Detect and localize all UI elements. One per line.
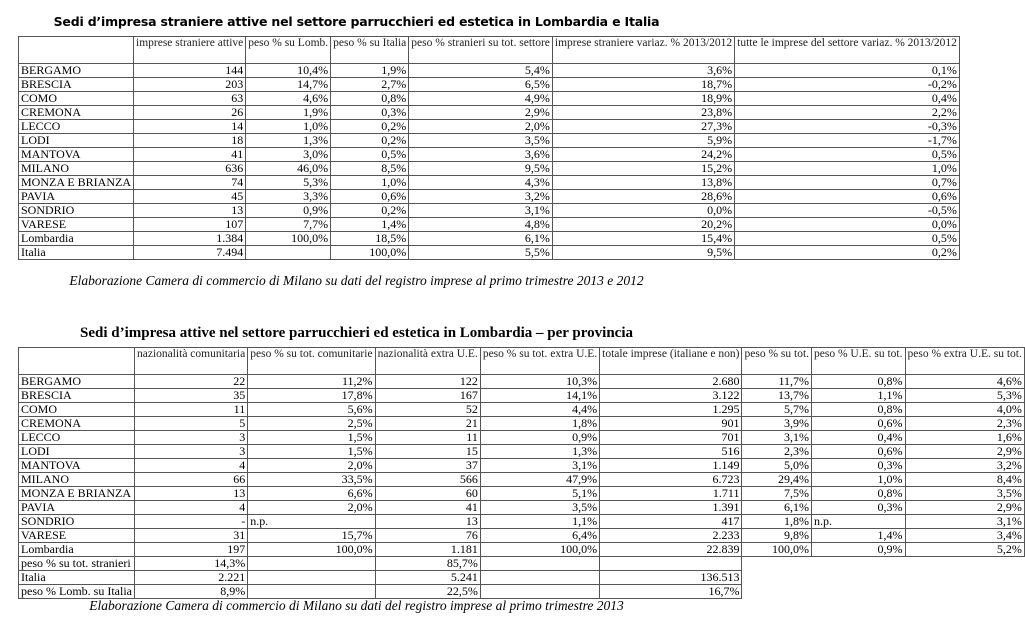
table-cell: 74 [134, 176, 246, 190]
table2-column-header: peso % su tot. [742, 348, 812, 375]
table2-row [19, 375, 1025, 389]
table-cell: 5,3% [246, 176, 331, 190]
table-cell: 15 [375, 445, 480, 459]
table-cell: - [134, 515, 247, 529]
row-label: COMO [19, 403, 135, 417]
table-cell: 2,0% [248, 501, 375, 515]
table-cell: 167 [375, 389, 480, 403]
table2-row [19, 417, 1025, 431]
table1-row [19, 148, 960, 162]
table1-row [19, 78, 960, 92]
table2-row [19, 487, 1025, 501]
table-cell: 3,1% [905, 515, 1024, 529]
table-cell: 1,6% [905, 431, 1024, 445]
table-cell: 22,5% [375, 585, 480, 599]
table-cell: 18 [134, 134, 246, 148]
table1-row [19, 106, 960, 120]
table-cell: 6,4% [480, 529, 599, 543]
empty-cell [905, 585, 1024, 599]
table-cell: 1.711 [600, 487, 742, 501]
table-cell: 0,9% [480, 431, 599, 445]
table-cell: 3,6% [409, 148, 553, 162]
row-label: PAVIA [19, 501, 135, 515]
row-label: peso % su tot. stranieri [19, 557, 135, 571]
table1-row [19, 64, 960, 78]
table-cell: 1,1% [480, 515, 599, 529]
table-cell [480, 571, 599, 585]
table-cell [480, 585, 599, 599]
table-cell: 2,9% [905, 501, 1024, 515]
table1-row [19, 204, 960, 218]
table-cell: 1,8% [742, 515, 812, 529]
table-cell: 2,9% [409, 106, 553, 120]
table-cell [248, 571, 375, 585]
table-cell: 13,8% [552, 176, 734, 190]
table1-column-header: imprese straniere variaz. % 2013/2012 [552, 37, 734, 64]
table2-row [19, 529, 1025, 543]
table-cell: 15,4% [552, 232, 734, 246]
table-cell: 203 [134, 78, 246, 92]
table-cell: 4,0% [905, 403, 1024, 417]
table-cell: 3,4% [905, 529, 1024, 543]
table-cell: 5,9% [552, 134, 734, 148]
table-cell: 4,6% [905, 375, 1024, 389]
empty-cell [812, 571, 905, 585]
table-cell: 516 [600, 445, 742, 459]
table-cell: 1,4% [812, 529, 905, 543]
table-cell: 0,1% [735, 64, 960, 78]
table-cell: 3,1% [742, 431, 812, 445]
table-cell: 0,8% [812, 403, 905, 417]
table-cell: 24,2% [552, 148, 734, 162]
table-cell: 0,6% [812, 445, 905, 459]
table-cell [248, 585, 375, 599]
row-label: Italia [19, 571, 135, 585]
table-cell: 107 [134, 218, 246, 232]
table-cell: 417 [600, 515, 742, 529]
table-cell [480, 557, 599, 571]
table-cell: 4,9% [409, 92, 553, 106]
table-cell: 2,7% [331, 78, 409, 92]
table-cell: 13 [134, 487, 247, 501]
table-cell: 2,3% [905, 417, 1024, 431]
table-cell: 3,5% [409, 134, 553, 148]
table-cell: 1,8% [480, 417, 599, 431]
table-cell: 11 [375, 431, 480, 445]
table-cell: 6,5% [409, 78, 553, 92]
table-cell: 2.233 [600, 529, 742, 543]
empty-cell [742, 585, 812, 599]
row-label: peso % Lomb. su Italia [19, 585, 135, 599]
table-cell: 0,8% [812, 375, 905, 389]
row-label: Italia [19, 246, 134, 260]
table-cell: 16,7% [600, 585, 742, 599]
table-cell: 636 [134, 162, 246, 176]
table-cell: 0,6% [735, 190, 960, 204]
table-cell: 0,0% [735, 218, 960, 232]
row-label: SONDRIO [19, 204, 134, 218]
table-cell: 29,4% [742, 473, 812, 487]
table-cell: 10,3% [480, 375, 599, 389]
table-cell: 5,7% [742, 403, 812, 417]
table2-footer-row [19, 571, 1025, 585]
table-cell: 9,8% [742, 529, 812, 543]
table1-column-header: peso % stranieri su tot. settore [409, 37, 553, 64]
table-cell: 13,7% [742, 389, 812, 403]
table-cell: 0,5% [331, 148, 409, 162]
table1-row [19, 190, 960, 204]
table-cell: 0,6% [812, 417, 905, 431]
table-cell: 13 [134, 204, 246, 218]
table-foreign-businesses [18, 36, 960, 260]
table-cell: 0,9% [812, 543, 905, 557]
table-cell: 20,2% [552, 218, 734, 232]
table-cell: 5,4% [409, 64, 553, 78]
table-cell: 31 [134, 529, 247, 543]
table-cell: 0,8% [812, 487, 905, 501]
table-cell: 8,5% [331, 162, 409, 176]
table-cell: 3,3% [246, 190, 331, 204]
table-cell: 5.241 [375, 571, 480, 585]
table-cell: 26 [134, 106, 246, 120]
table-cell: 4,8% [409, 218, 553, 232]
table-cell: 3,2% [409, 190, 553, 204]
table-cell: 0,3% [812, 459, 905, 473]
row-label: BRESCIA [19, 389, 135, 403]
table-cell: 1,0% [331, 176, 409, 190]
table-cell: 1.295 [600, 403, 742, 417]
table-cell: 60 [375, 487, 480, 501]
table-cell: 2,9% [905, 445, 1024, 459]
table-cell: 197 [134, 543, 247, 557]
table1-row [19, 92, 960, 106]
table-cell: 3,9% [742, 417, 812, 431]
table-cell: 15,7% [248, 529, 375, 543]
table-cell: 11,7% [742, 375, 812, 389]
table-cell: 76 [375, 529, 480, 543]
table-cell: 5,5% [409, 246, 553, 260]
table-cell: -0,2% [735, 78, 960, 92]
table-cell: 5 [134, 417, 247, 431]
table2-column-header: peso % extra U.E. su tot. [905, 348, 1024, 375]
table1-source-note: Elaborazione Camera di commercio di Milano su dati del registro imprese al primo trimestre 2013 e 2012 [69, 273, 644, 288]
table-cell: 1,5% [248, 431, 375, 445]
table2-column-header: nazionalità extra U.E. [375, 348, 480, 375]
table2-column-header [19, 348, 135, 375]
row-label: LODI [19, 134, 134, 148]
empty-cell [812, 557, 905, 571]
table-cell: 6.723 [600, 473, 742, 487]
table-cell: 85,7% [375, 557, 480, 571]
empty-cell [742, 571, 812, 585]
table-cell: 14 [134, 120, 246, 134]
table-cell: 3 [134, 431, 247, 445]
table1-row [19, 176, 960, 190]
table-cell: 1,9% [246, 106, 331, 120]
table2-footer-row [19, 557, 1025, 571]
table-cell: 13 [375, 515, 480, 529]
table-cell: 9,5% [409, 162, 553, 176]
table-cell: 18,5% [331, 232, 409, 246]
table1-column-header: tutte le imprese del settore variaz. % 2013/2012 [735, 37, 960, 64]
table2-column-header: peso % su tot. comunitarie [248, 348, 375, 375]
table-cell: 5,1% [480, 487, 599, 501]
table1-header-row [19, 37, 960, 64]
table-cell: 1,0% [812, 473, 905, 487]
table-cell: 52 [375, 403, 480, 417]
table-cell: 144 [134, 64, 246, 78]
table-cell: 0,2% [735, 246, 960, 260]
table-cell: 1,4% [331, 218, 409, 232]
table-cell: 14,3% [134, 557, 247, 571]
table-cell: 2,0% [409, 120, 553, 134]
table-cell: 901 [600, 417, 742, 431]
table2-row [19, 501, 1025, 515]
table-cell: 46,0% [246, 162, 331, 176]
table-cell: 3,5% [480, 501, 599, 515]
table-cell: 7,5% [742, 487, 812, 501]
table2-header-row [19, 348, 1025, 375]
table-cell: 10,4% [246, 64, 331, 78]
row-label: MILANO [19, 473, 135, 487]
row-label: VARESE [19, 529, 135, 543]
table-cell: 1.384 [134, 232, 246, 246]
table-cell: 0,7% [735, 176, 960, 190]
row-label: COMO [19, 92, 134, 106]
table-cell: 3,0% [246, 148, 331, 162]
row-label: BERGAMO [19, 64, 134, 78]
table2-source-note: Elaborazione Camera di commercio di Milano su dati del registro imprese al primo trimestre 2013 [89, 598, 624, 613]
table1-row [19, 232, 960, 246]
table-cell: 21 [375, 417, 480, 431]
table-cell: 3,5% [905, 487, 1024, 501]
table-cell: 63 [134, 92, 246, 106]
table1-row [19, 120, 960, 134]
table-cell: 8,9% [134, 585, 247, 599]
table-cell: 100,0% [248, 543, 375, 557]
row-label: BERGAMO [19, 375, 135, 389]
table-cell: 17,8% [248, 389, 375, 403]
table-cell: 2.680 [600, 375, 742, 389]
table-cell: 8,4% [905, 473, 1024, 487]
table-cell: -1,7% [735, 134, 960, 148]
table-cell: 100,0% [331, 246, 409, 260]
table-cell: 5,2% [905, 543, 1024, 557]
table-cell: 136.513 [600, 571, 742, 585]
empty-cell [905, 571, 1024, 585]
table-cell: 2,3% [742, 445, 812, 459]
table1-row [19, 162, 960, 176]
empty-cell [742, 557, 812, 571]
table-cell: 122 [375, 375, 480, 389]
table-cell: 45 [134, 190, 246, 204]
table-cell: 1,9% [331, 64, 409, 78]
table-cell: 5,0% [742, 459, 812, 473]
table-cell: 0,4% [812, 431, 905, 445]
table-cell: 28,6% [552, 190, 734, 204]
table-cell: n.p. [248, 515, 375, 529]
row-label: MILANO [19, 162, 134, 176]
table-cell: 15,2% [552, 162, 734, 176]
table-cell: 0,5% [735, 148, 960, 162]
table-cell: 4,4% [480, 403, 599, 417]
table-cell: 14,7% [246, 78, 331, 92]
table-cell: 0,3% [812, 501, 905, 515]
table2-title: Sedi d’impresa attive nel settore parrucchieri ed estetica in Lombardia – per provincia [80, 325, 633, 341]
table-cell: 1.181 [375, 543, 480, 557]
table-cell: 2,5% [248, 417, 375, 431]
table-cell: 1,0% [735, 162, 960, 176]
table-cell: 27,3% [552, 120, 734, 134]
table-cell: 2,2% [735, 106, 960, 120]
table-cell: 18,9% [552, 92, 734, 106]
table-cell: 4 [134, 459, 247, 473]
table-cell: 0,3% [331, 106, 409, 120]
table-cell: 1,3% [246, 134, 331, 148]
table-cell: 11,2% [248, 375, 375, 389]
table-cell: 5,3% [905, 389, 1024, 403]
table-cell: 3.122 [600, 389, 742, 403]
row-label: CREMONA [19, 417, 135, 431]
table1-row [19, 134, 960, 148]
row-label: MANTOVA [19, 148, 134, 162]
row-label: Lombardia [19, 543, 135, 557]
row-label: SONDRIO [19, 515, 135, 529]
row-label: PAVIA [19, 190, 134, 204]
table2-column-header: totale imprese (italiane e non) [600, 348, 742, 375]
table-cell: 22 [134, 375, 247, 389]
table-cell [248, 557, 375, 571]
table-cell: 3,1% [409, 204, 553, 218]
table1-row [19, 246, 960, 260]
table2-row [19, 403, 1025, 417]
table-cell: 2.221 [134, 571, 247, 585]
row-label: MONZA E BRIANZA [19, 176, 134, 190]
row-label: LECCO [19, 431, 135, 445]
table-cell: 1.391 [600, 501, 742, 515]
table-cell: 33,5% [248, 473, 375, 487]
table-cell: n.p. [812, 515, 905, 529]
table-cell: 1,1% [812, 389, 905, 403]
table-cell: 0,2% [331, 120, 409, 134]
row-label: BRESCIA [19, 78, 134, 92]
table1-title: Sedi d’impresa straniere attive nel settore parrucchieri ed estetica in Lombardia e Italia [53, 14, 660, 29]
table1-column-header: peso % su Italia [331, 37, 409, 64]
table-cell: 0,8% [331, 92, 409, 106]
table-cell [600, 557, 742, 571]
table-cell: 6,6% [248, 487, 375, 501]
row-label: LODI [19, 445, 135, 459]
table-cell: -0,3% [735, 120, 960, 134]
empty-cell [905, 557, 1024, 571]
table-cell: 0,2% [331, 204, 409, 218]
table-cell: 6,1% [742, 501, 812, 515]
table-cell: 35 [134, 389, 247, 403]
table-cell: 1,5% [248, 445, 375, 459]
table-cell: 5,6% [248, 403, 375, 417]
table-cell: 66 [134, 473, 247, 487]
table-cell: 566 [375, 473, 480, 487]
table-cell: 0,4% [735, 92, 960, 106]
table-cell: 3,2% [905, 459, 1024, 473]
table-cell [246, 246, 331, 260]
row-label: MANTOVA [19, 459, 135, 473]
row-label: CREMONA [19, 106, 134, 120]
table-cell: 11 [134, 403, 247, 417]
table-cell: 3 [134, 445, 247, 459]
table-cell: 701 [600, 431, 742, 445]
table-cell: 0,9% [246, 204, 331, 218]
table-cell: 41 [375, 501, 480, 515]
row-label: LECCO [19, 120, 134, 134]
table2-column-header: peso % su tot. extra U.E. [480, 348, 599, 375]
table-cell: 1,0% [246, 120, 331, 134]
table-cell: 100,0% [742, 543, 812, 557]
table2-row [19, 459, 1025, 473]
table-cell: 100,0% [246, 232, 331, 246]
table-cell: 7.494 [134, 246, 246, 260]
table-cell: 0,0% [552, 204, 734, 218]
table-cell: 37 [375, 459, 480, 473]
table2-column-header: nazionalità comunitaria [134, 348, 247, 375]
table1-column-header: peso % su Lomb. [246, 37, 331, 64]
table-cell: 1.149 [600, 459, 742, 473]
table2-footer-row [19, 585, 1025, 599]
table1-row [19, 218, 960, 232]
row-label: MONZA E BRIANZA [19, 487, 135, 501]
table-cell: 23,8% [552, 106, 734, 120]
table-cell: 1,3% [480, 445, 599, 459]
table1-column-header: imprese straniere attive [134, 37, 246, 64]
table-cell: 100,0% [480, 543, 599, 557]
table1-column-header [19, 37, 134, 64]
table2-row [19, 473, 1025, 487]
table-cell: -0,5% [735, 204, 960, 218]
table-cell: 0,5% [735, 232, 960, 246]
table-cell: 4 [134, 501, 247, 515]
empty-cell [812, 585, 905, 599]
table2-row [19, 543, 1025, 557]
table-cell: 6,1% [409, 232, 553, 246]
table-cell: 47,9% [480, 473, 599, 487]
table2-row [19, 389, 1025, 403]
table2-row [19, 515, 1025, 529]
row-label: VARESE [19, 218, 134, 232]
table-cell: 22.839 [600, 543, 742, 557]
table-cell: 3,6% [552, 64, 734, 78]
table-cell: 4,6% [246, 92, 331, 106]
table2-column-header: peso % U.E. su tot. [812, 348, 905, 375]
table-cell: 18,7% [552, 78, 734, 92]
table-cell: 0,2% [331, 134, 409, 148]
table2-row [19, 431, 1025, 445]
table-cell: 4,3% [409, 176, 553, 190]
table-cell: 14,1% [480, 389, 599, 403]
table-cell: 9,5% [552, 246, 734, 260]
table-cell: 7,7% [246, 218, 331, 232]
table-cell: 41 [134, 148, 246, 162]
table2-row [19, 445, 1025, 459]
table-cell: 2,0% [248, 459, 375, 473]
table-cell: 0,6% [331, 190, 409, 204]
table-cell: 3,1% [480, 459, 599, 473]
table-businesses-by-province [18, 347, 1025, 599]
row-label: Lombardia [19, 232, 134, 246]
